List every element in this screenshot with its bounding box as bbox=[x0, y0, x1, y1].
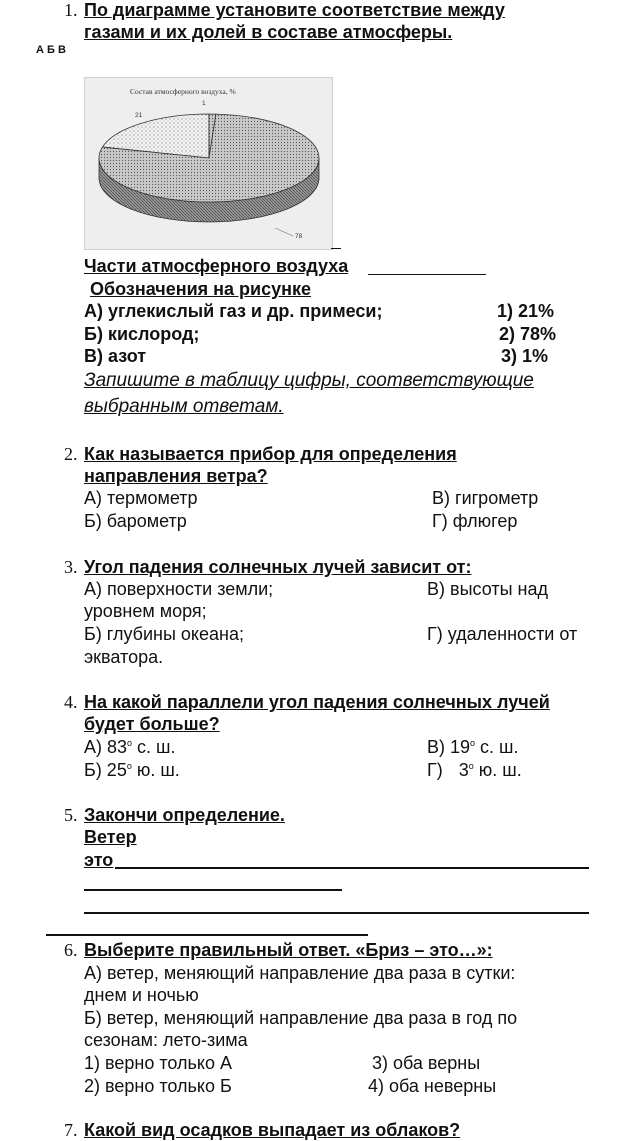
q1-left-header: Части атмосферного воздуха bbox=[84, 256, 349, 276]
q3-option-v-line2: уровнем моря; bbox=[84, 601, 207, 621]
q4-title-line1: На какой параллели угол падения солнечных лучей bbox=[84, 692, 550, 712]
q6-option-a-line2: днем и ночью bbox=[84, 985, 199, 1005]
q3-option-v-line1: В) высоты над bbox=[427, 579, 548, 599]
figure-underline bbox=[331, 248, 341, 249]
q6-option-a-line1: А) ветер, меняющий направление два раза в сутки: bbox=[84, 963, 516, 983]
label-21: 21 bbox=[135, 112, 143, 119]
q1-option-b: Б) кислород; bbox=[84, 324, 200, 344]
q1-option-a: А) углекислый газ и др. примеси; bbox=[84, 301, 383, 321]
q2-option-g: Г) флюгер bbox=[432, 511, 518, 531]
q6-option-b-line2: сезонам: лето-зима bbox=[84, 1030, 248, 1050]
q3-option-g-line2: экватора. bbox=[84, 647, 164, 667]
q4-number: 4. bbox=[64, 692, 78, 712]
q4-option-g: Г) $3^о$ ю. ш. bbox=[427, 760, 522, 780]
q1-answer-1: 1) 21% bbox=[497, 301, 555, 321]
q5-title: Закончи определение. bbox=[84, 805, 285, 825]
q6-answer-1: 1) верно только А bbox=[84, 1053, 232, 1073]
q6-answer-4: 4) оба неверны bbox=[368, 1076, 497, 1096]
q2-number: 2. bbox=[64, 444, 78, 464]
q1-header-blank[interactable] bbox=[368, 274, 486, 275]
q5-number: 5. bbox=[64, 805, 78, 825]
q1-right-header: Обозначения на рисунке bbox=[90, 279, 312, 299]
q1-answer-3: 3) 1% bbox=[501, 346, 549, 366]
q3-number: 3. bbox=[64, 557, 78, 577]
q4-title-line2: будет больше? bbox=[84, 714, 220, 734]
q1-note-line1: Запишите в таблицу цифры, соответствующие bbox=[84, 370, 534, 391]
q2-option-a: А) термометр bbox=[84, 488, 198, 508]
pie-chart bbox=[85, 78, 332, 249]
q4-option-b: Б) $25^о$ ю. ш. bbox=[84, 760, 180, 780]
pie-chart-figure bbox=[84, 77, 333, 250]
label-1: 1 bbox=[202, 100, 206, 107]
q7-number: 7. bbox=[64, 1120, 78, 1140]
q3-option-g-line1: Г) удаленности от bbox=[427, 624, 578, 644]
q6-title: Выберите правильный ответ. «Бриз – это…»: bbox=[84, 940, 493, 960]
q3-option-a: А) поверхности земли; bbox=[84, 579, 274, 599]
q5-answer-line-2[interactable] bbox=[84, 889, 342, 891]
answer-header: А Б В bbox=[36, 44, 66, 56]
q5-word-eto: это bbox=[84, 850, 114, 870]
section-divider bbox=[46, 934, 368, 936]
q1-answer-2: 2) 78% bbox=[499, 324, 557, 344]
q4-option-v: В) $19^о$ с. ш. bbox=[427, 737, 519, 757]
q5-word-veter: Ветер bbox=[84, 827, 137, 847]
q3-option-b: Б) глубины океана; bbox=[84, 624, 244, 644]
q2-option-b: Б) барометр bbox=[84, 511, 187, 531]
q1-option-v: В) азот bbox=[84, 346, 147, 366]
q6-option-b-line1: Б) ветер, меняющий направление два раза в год по bbox=[84, 1008, 518, 1028]
q7-title: Какой вид осадков выпадает из облаков? bbox=[84, 1120, 461, 1140]
q6-answer-3: 3) оба верны bbox=[372, 1053, 481, 1073]
q2-title-line2: направления ветра? bbox=[84, 466, 268, 486]
q3-title: Угол падения солнечных лучей зависит от: bbox=[84, 557, 472, 577]
q4-option-a: А) $83^о$ с. ш. bbox=[84, 737, 176, 757]
label-78-leader bbox=[275, 228, 293, 236]
q5-answer-line-1[interactable] bbox=[115, 867, 589, 869]
q1-number: 1. bbox=[64, 0, 78, 20]
q2-title-line1: Как называется прибор для определения bbox=[84, 444, 457, 464]
q1-note-line2: выбранным ответам. bbox=[84, 396, 284, 417]
chart-title: Состав атмосферного воздуха, % bbox=[130, 87, 236, 96]
q1-title-line2: газами и их долей в составе атмосферы. bbox=[84, 22, 453, 42]
q5-answer-line-3[interactable] bbox=[84, 912, 589, 914]
q1-title-line1: По диаграмме установите соответствие между bbox=[84, 0, 505, 20]
q6-answer-2: 2) верно только Б bbox=[84, 1076, 232, 1096]
q6-number: 6. bbox=[64, 940, 78, 960]
label-78: 78 bbox=[295, 233, 303, 240]
q2-option-v: В) гигрометр bbox=[432, 488, 539, 508]
